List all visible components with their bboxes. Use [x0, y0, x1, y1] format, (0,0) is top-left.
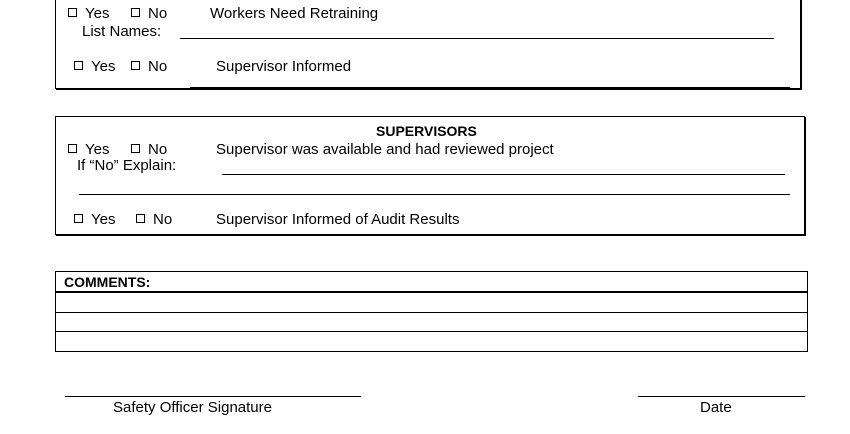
retraining-no-checkbox[interactable]: No — [131, 5, 167, 22]
explain-field-2[interactable] — [79, 194, 790, 195]
audit-yes-checkbox[interactable]: Yes — [74, 211, 115, 228]
audit-results-label: Supervisor Informed of Audit Results — [216, 211, 460, 228]
checkbox-icon[interactable] — [74, 214, 83, 223]
checkbox-icon[interactable] — [68, 8, 77, 17]
explain-field-1[interactable] — [222, 174, 785, 175]
comments-heading: COMMENTS: — [64, 274, 151, 290]
available-no-checkbox[interactable]: No — [131, 141, 167, 158]
checkbox-icon[interactable] — [136, 214, 145, 223]
checkbox-icon[interactable] — [74, 61, 83, 70]
supervisor-available-label: Supervisor was available and had reviewed project — [216, 141, 554, 158]
informed-yes-checkbox[interactable]: Yes — [74, 58, 115, 75]
comment-row-1[interactable] — [56, 312, 807, 313]
list-names-field[interactable] — [180, 38, 774, 39]
supervisor-informed-label: Supervisor Informed — [216, 58, 352, 75]
retraining-label: Workers Need Retraining — [210, 5, 379, 22]
safety-officer-signature-field[interactable] — [65, 396, 361, 397]
comments-table — [55, 271, 808, 352]
safety-officer-signature-label: Safety Officer Signature — [113, 399, 272, 416]
checkbox-icon[interactable] — [131, 144, 140, 153]
if-no-explain-label: If “No” Explain: — [77, 157, 177, 174]
checkbox-icon[interactable] — [131, 61, 140, 70]
available-yes-checkbox[interactable]: Yes — [68, 141, 109, 158]
comment-row-2[interactable] — [56, 331, 807, 332]
audit-no-checkbox[interactable]: No — [136, 211, 172, 228]
retraining-yes-checkbox[interactable]: Yes — [68, 5, 109, 22]
supervisor-informed-field[interactable] — [190, 87, 790, 88]
date-field[interactable] — [638, 396, 805, 397]
checkbox-icon[interactable] — [131, 8, 140, 17]
date-label: Date — [700, 399, 732, 416]
supervisors-heading: SUPERVISORS — [376, 123, 477, 139]
comments-header-divider — [56, 291, 807, 293]
informed-no-checkbox[interactable]: No — [131, 58, 167, 75]
list-names-label: List Names: — [82, 23, 162, 40]
checkbox-icon[interactable] — [68, 144, 77, 153]
